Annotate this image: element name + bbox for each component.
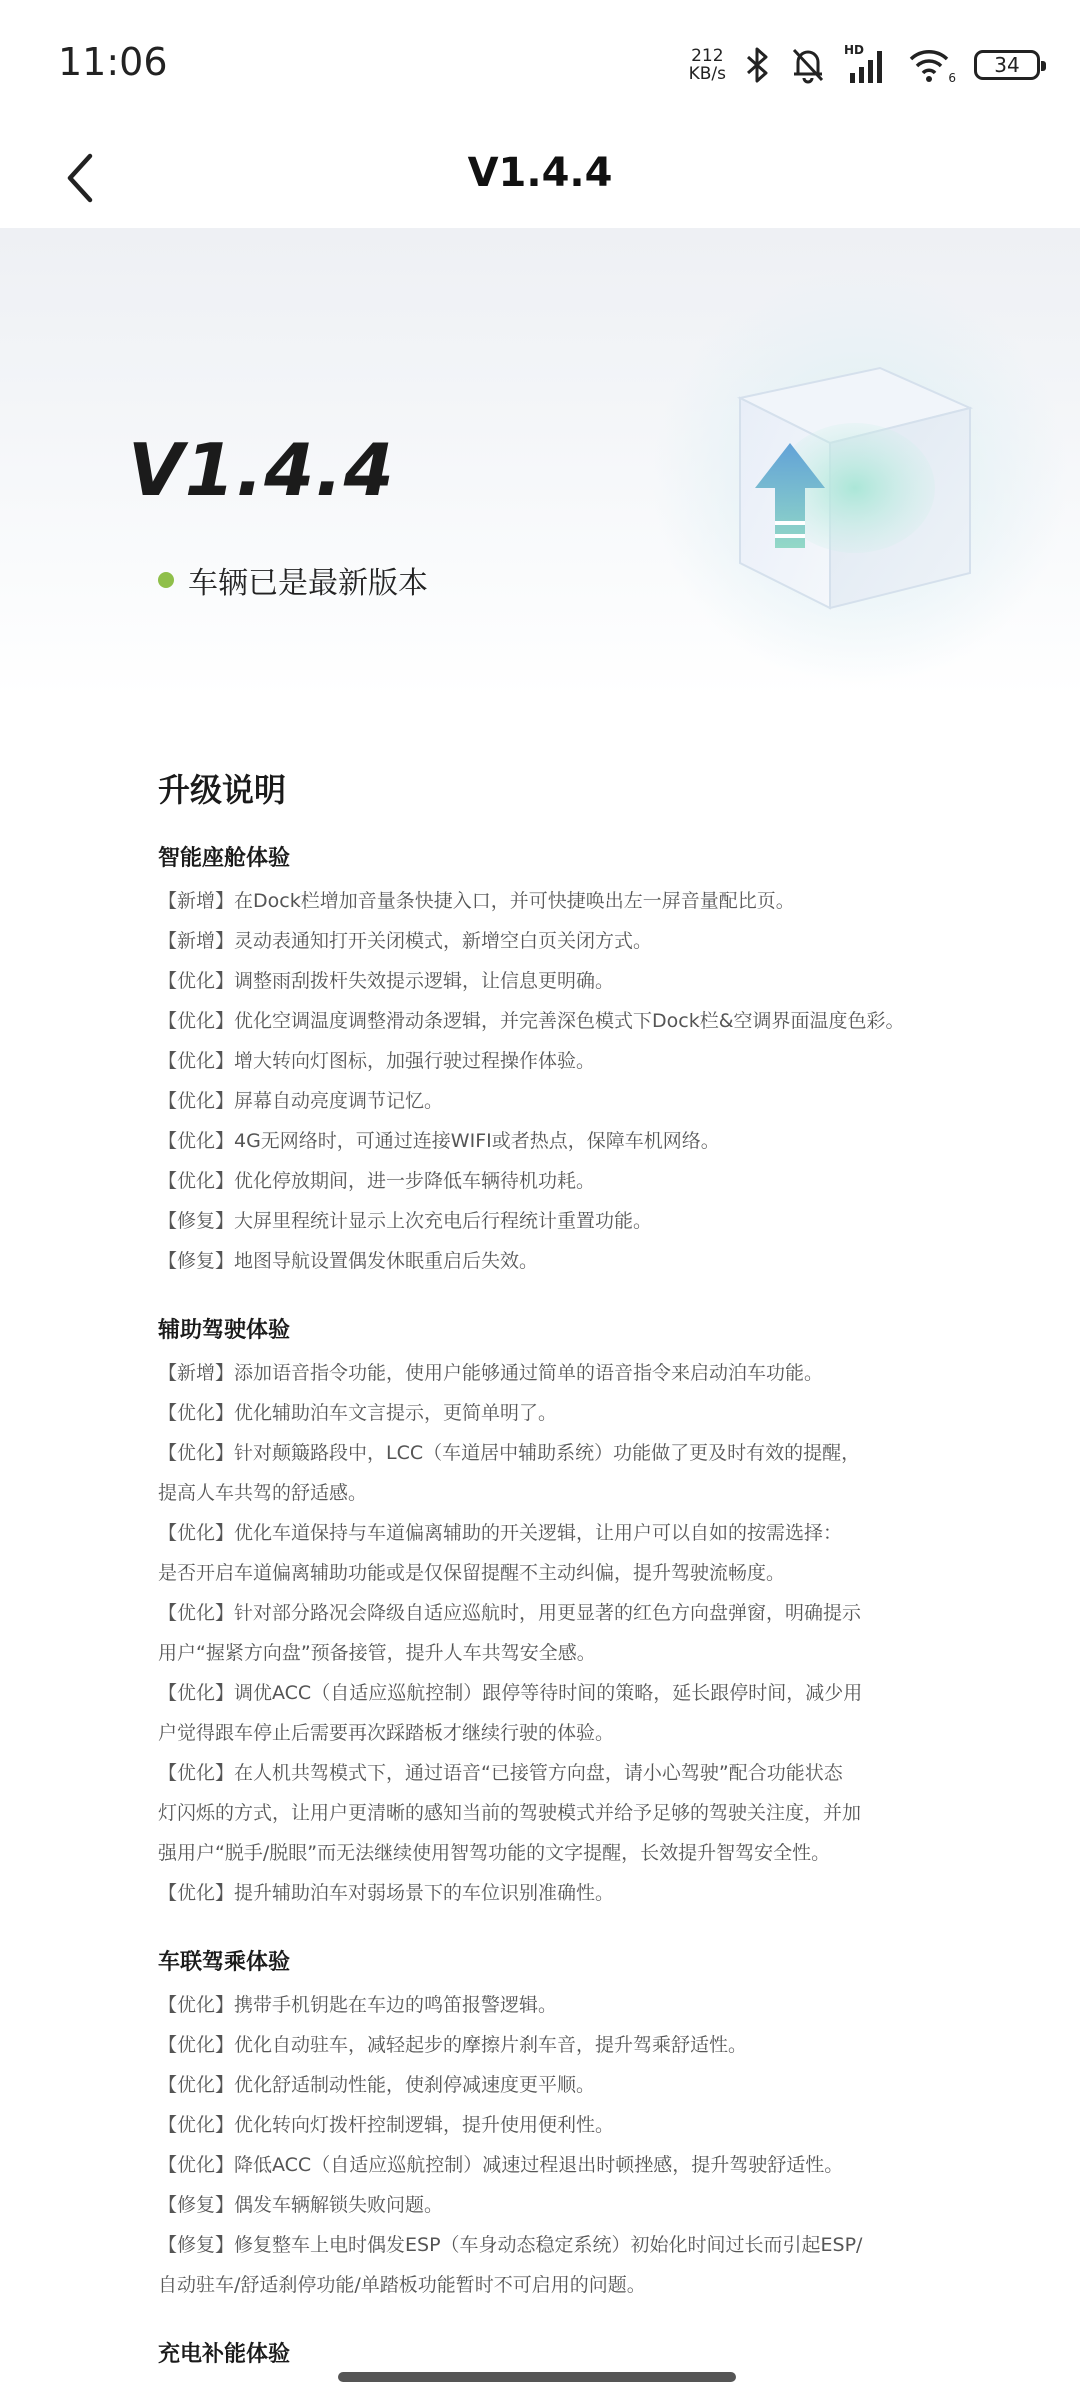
wifi-icon xyxy=(908,47,950,83)
list-item: 【优化】4G无网络时，可通过连接WIFI或者热点，保障车机网络。 xyxy=(158,1130,720,1152)
status-icons xyxy=(689,42,1040,88)
list-item: 【优化】在人机共驾模式下，通过语音“已接管方向盘，请小心驾驶”配合功能状态 灯闪烁的方式，让用户更清晰的感知当前的驾驶模式并给予足够的驾驶关注度，并加 强用户“脱手/脱眼”而无法继续使用智驾功能的文字提醒，长效提升智驾安全性。 xyxy=(158,1762,862,1864)
network-speed xyxy=(689,47,726,83)
battery-indicator xyxy=(974,50,1040,80)
list-item: 【优化】调整雨刮拨杆失效提示逻辑，让信息更明确。 xyxy=(158,970,615,992)
network-type-label: HD xyxy=(844,43,865,57)
list-item: 【优化】针对颠簸路段中，LCC（车道居中辅助系统）功能做了更及时有效的提醒， 提高人车共驾的舒适感。 xyxy=(158,1442,861,1504)
current-version: V1.4.4 xyxy=(128,428,395,512)
list-item: 【优化】携带手机钥匙在车边的鸣笛报警逻辑。 xyxy=(158,1994,558,2016)
list-item: 【修复】修复整车上电时偶发ESP（车身动态稳定系统）初始化时间过长而引起ESP/ 自动驻车/舒适刹停功能/单踏板功能暂时不可启用的问题。 xyxy=(158,2234,863,2296)
network-speed-value: 212 xyxy=(691,46,724,66)
list-item: 【修复】偶发车辆解锁失败问题。 xyxy=(158,2194,444,2216)
list-item: 【修复】地图导航设置偶发休眠重启后失效。 xyxy=(158,1250,539,1272)
section-title: 车联驾乘体验 xyxy=(158,1950,291,1975)
wifi-badge: 6 xyxy=(948,71,956,85)
list-item: 【优化】降低ACC（自适应巡航控制）减速过程退出时顿挫感，提升驾驶舒适性。 xyxy=(158,2154,844,2176)
status-dot xyxy=(158,572,174,588)
list-item: 【优化】优化车道保持与车道偏离辅助的开关逻辑，让用户可以自如的按需选择： 是否开启车道偏离辅助功能或是仅保留提醒不主动纠偏，提升驾驶流畅度。 xyxy=(158,1522,843,1584)
list-item: 【修复】大屏里程统计显示上次充电后行程统计重置功能。 xyxy=(158,1210,653,1232)
section-title: 充电补能体验 xyxy=(158,2342,291,2367)
section-title: 智能座舱体验 xyxy=(158,846,291,871)
version-hero xyxy=(0,228,1080,698)
list-item: 【新增】灵动表通知打开关闭模式，新增空白页关闭方式。 xyxy=(158,930,653,952)
home-indicator[interactable] xyxy=(338,2372,736,2382)
wifi-status xyxy=(908,45,956,85)
upgrade-cube-icon xyxy=(700,348,1000,628)
status-time: 11:06 xyxy=(58,40,168,84)
list-item: 【优化】针对部分路况会降级自适应巡航时，用更显著的红色方向盘弹窗，明确提示 用户“握紧方向盘”预备接管，提升人车共驾安全感。 xyxy=(158,1602,862,1664)
list-item: 【优化】优化自动驻车，减轻起步的摩擦片刹车音，提升驾乘舒适性。 xyxy=(158,2034,748,2056)
section-connected-driving xyxy=(158,1945,1018,2305)
list-item: 【优化】调优ACC（自适应巡航控制）跟停等待时间的策略，延长跟停时间，减少用 户觉得跟车停止后需要再次踩踏板才继续行驶的体验。 xyxy=(158,1682,863,1744)
update-status xyxy=(158,558,428,602)
cellular-status xyxy=(844,45,890,85)
bluetooth-icon xyxy=(744,47,772,83)
section-title: 辅助驾驶体验 xyxy=(158,1318,291,1343)
list-item: 【优化】增大转向灯图标，加强行驶过程操作体验。 xyxy=(158,1050,596,1072)
list-item: 【新增】在Dock栏增加音量条快捷入口，并可快捷唤出左一屏音量配比页。 xyxy=(158,890,795,912)
list-item: 【优化】提升辅助泊车对弱场景下的车位识别准确性。 xyxy=(158,1882,615,1904)
section-charging xyxy=(158,2337,1018,2373)
section-smart-cockpit xyxy=(158,841,1018,1281)
signal-icon xyxy=(844,45,890,85)
list-item: 【优化】优化辅助泊车文言提示，更简单明了。 xyxy=(158,1402,558,1424)
release-notes-title: 升级说明 xyxy=(158,771,287,809)
release-notes xyxy=(158,765,1018,2400)
list-item: 【优化】优化空调温度调整滑动条逻辑，并完善深色模式下Dock栏&空调界面温度色彩。 xyxy=(158,1010,905,1032)
list-item: 【优化】优化转向灯拨杆控制逻辑，提升使用便利性。 xyxy=(158,2114,615,2136)
list-item: 【优化】屏幕自动亮度调节记忆。 xyxy=(158,1090,444,1112)
bell-off-icon xyxy=(790,46,826,84)
list-item: 【优化】优化停放期间，进一步降低车辆待机功耗。 xyxy=(158,1170,596,1192)
battery-level: 34 xyxy=(994,53,1020,77)
top-nav xyxy=(0,130,1080,230)
network-speed-unit: KB/s xyxy=(688,64,726,84)
update-status-text: 车辆已是最新版本 xyxy=(188,566,428,601)
list-item: 【新增】添加语音指令功能，使用户能够通过简单的语音指令来启动泊车功能。 xyxy=(158,1362,824,1384)
page-title: V1.4.4 xyxy=(467,150,613,196)
section-assisted-driving xyxy=(158,1313,1018,1913)
status-bar xyxy=(0,0,1080,130)
list-item: 【优化】优化舒适制动性能，使刹停减速度更平顺。 xyxy=(158,2074,596,2096)
